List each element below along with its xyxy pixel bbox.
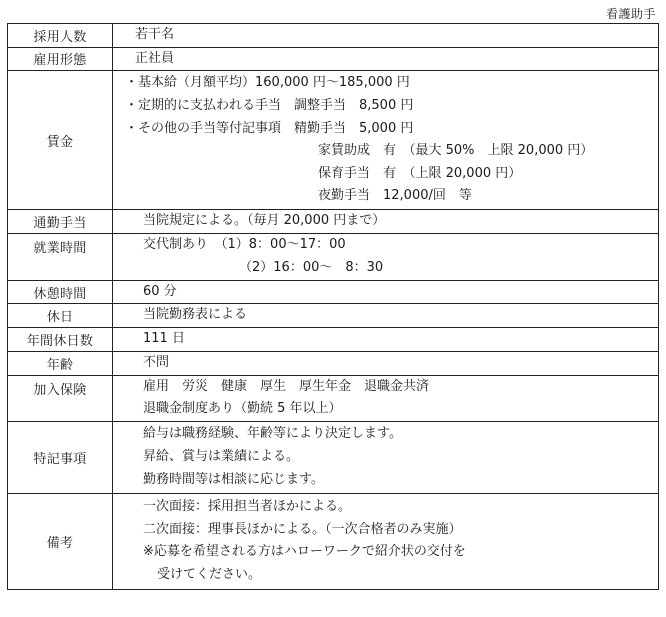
row-label: 雇用形態 (8, 47, 113, 71)
table-row (8, 304, 659, 328)
row-label: 採用人数 (8, 24, 113, 48)
wage-line: 保育手当 有 （上限 20,000 円） (318, 165, 522, 181)
table-row (8, 327, 659, 351)
row-value: 60 分 (113, 280, 659, 304)
row-value: 当院規定による。（毎月 20,000 円まで） (113, 210, 659, 234)
row-value: 若干名 (113, 24, 659, 48)
table-row (8, 71, 659, 210)
row-label: 休日 (8, 304, 113, 328)
document-title: 看護助手 (605, 7, 656, 21)
row-label: 加入保険 (8, 375, 113, 421)
table-row (8, 375, 659, 421)
row-label: 通勤手当 (8, 210, 113, 234)
row-value (113, 71, 659, 210)
row-label: 年間休日数 (8, 327, 113, 351)
row-value: 交代制あり （1）8：00～17：00 （2）16：00～ 8：30 (113, 233, 659, 280)
row-label: 特記事項 (8, 421, 113, 493)
row-label: 年齢 (8, 351, 113, 375)
row-value: 正社員 (113, 47, 659, 71)
job-listing-table (7, 23, 659, 590)
table-row (8, 493, 659, 589)
row-value: 不問 (113, 351, 659, 375)
table-row (8, 47, 659, 71)
row-label: 休憩時間 (8, 280, 113, 304)
wage-line: ・その他の手当等付記事項 精勤手当 5,000 円 (125, 120, 414, 136)
wage-line: ・定期的に支払われる手当 調整手当 8,500 円 (125, 98, 414, 113)
row-value: 当院勤務表による (113, 304, 659, 328)
table-row (8, 24, 659, 48)
table-row (8, 351, 659, 375)
table-row (8, 280, 659, 304)
wage-line: 家賃助成 有 （最大 50% 上限 20,000 円） (318, 143, 594, 159)
row-label: 就業時間 (8, 233, 113, 280)
wage-line: 夜勤手当 12,000/回 等 (318, 188, 472, 204)
table-row (8, 421, 659, 493)
table-row (8, 210, 659, 234)
table-row (8, 233, 659, 280)
row-value: 一次面接：採用担当者ほかによる。 二次面接：理事長ほかによる。（一次合格者のみ実施） ※応募を希望される方はハローワークで紹介状の交付を 受けてください。 (113, 493, 659, 589)
row-label: 賃金 (8, 71, 113, 210)
row-value: 雇用 労災 健康 厚生 厚生年金 退職金共済 退職金制度あり（勤続 5 年以上） (113, 375, 659, 421)
wage-line: ・基本給（月額平均）160,000 円～185,000 円 (125, 75, 410, 91)
row-label: 備考 (8, 493, 113, 589)
row-value: 給与は職務経験、年齢等により決定します。 昇給、賞与は業績による。 勤務時間等は相談に応じます。 (113, 421, 659, 493)
row-value: 111 日 (113, 327, 659, 351)
